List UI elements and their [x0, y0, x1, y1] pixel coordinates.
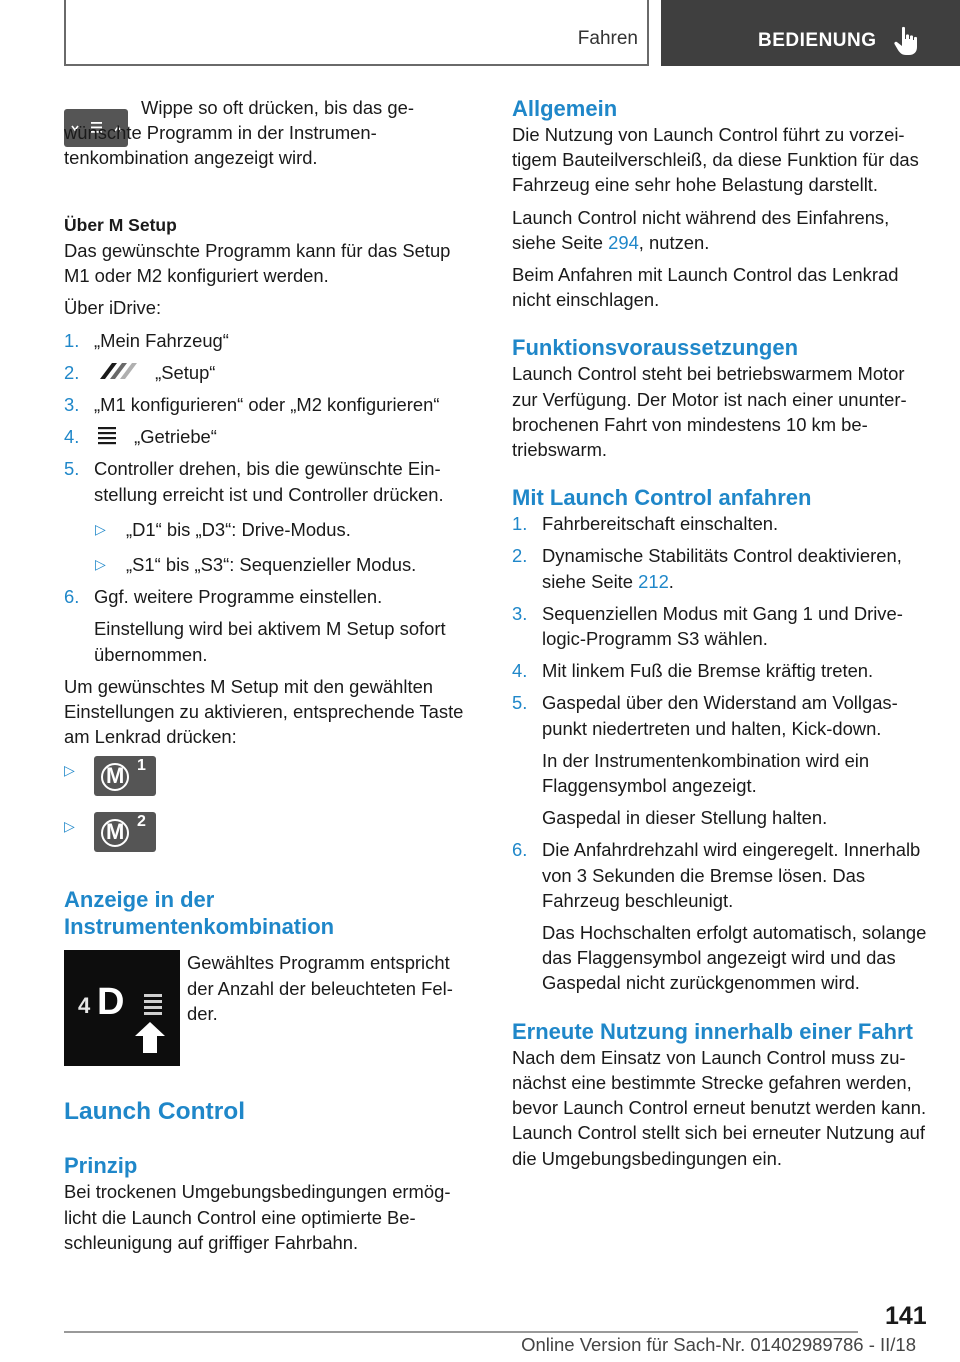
step-note: Das Hochschalten erfolgt automatisch, solange das Flaggensymbol angezeigt wird und das Gaspedal nicht zurückgenommen wird. — [542, 922, 927, 994]
display-text: Gewähltes Programm entspricht der Anzahl der beleuchteten Felder. — [187, 952, 453, 1024]
launch-heading: Launch Control — [64, 1098, 246, 1126]
hand-pointer-icon — [893, 26, 919, 56]
page-header — [0, 0, 960, 66]
triangle-bullet-icon: ▷ — [64, 762, 75, 779]
display-heading: Anzeige in der Instrumentenkombination — [64, 887, 335, 940]
list-item — [512, 690, 932, 740]
list-item — [64, 456, 470, 506]
step-note: Einstellung wird bei aktivem M Setup sofort übernommen. — [94, 618, 446, 665]
triangle-bullet-icon: ▷ — [95, 520, 106, 537]
list-text: Ggf. weitere Programme einstellen. — [94, 586, 383, 608]
page-number: 141 — [885, 1302, 927, 1330]
list-number: 5. — [512, 692, 528, 714]
list-number: 2. — [64, 361, 80, 383]
m-number: 1 — [137, 757, 146, 775]
list-number: 6. — [64, 586, 80, 608]
list-text: Mit linkem Fuß die Bremse kräftig treten. — [542, 660, 874, 682]
m-number: 2 — [137, 813, 146, 831]
m2-button-row — [64, 812, 470, 868]
gearbox-icon — [94, 424, 120, 446]
list-item — [512, 658, 932, 683]
allgemein-paragraph: Die Nutzung von Launch Control führt zu vorzeitigem Bauteilverschleiß, da diese Funktion für das Fahrzeug eine sehr hohe Belastung darstellt. — [512, 124, 919, 196]
footer-text: Online Version für Sach-Nr. 01402989786 - II/18 — [521, 1334, 916, 1355]
text-span: , nutzen. — [638, 231, 710, 253]
list-item — [64, 392, 470, 417]
display-level: 4 — [78, 993, 91, 1019]
allgemein-heading: Allgemein — [512, 96, 618, 121]
list-number: 2. — [512, 545, 528, 567]
rocker-block — [64, 95, 470, 176]
display-block — [64, 950, 470, 1068]
list-text: Fahrbereitschaft einschalten. — [542, 513, 779, 535]
list-number: 4. — [512, 660, 528, 682]
allgemein-paragraph — [512, 205, 932, 255]
list-text: Gaspedal über den Widerstand am Vollgaspunkt niedertreten und halten, Kick-down. — [542, 692, 898, 739]
list-text: Die Anfahrdrehzahl wird eingeregelt. Innerhalb von 3 Sekunden die Bremse lösen. Das Fahrzeug beschleunigt. — [542, 839, 921, 911]
erneut-heading: Erneute Nutzung innerhalb einer Fahrt — [512, 1018, 913, 1044]
rocker-text: Wippe so oft drücken, bis das gewünschte Programm in der Instrumentenkombination angezeigt wird. — [64, 97, 414, 169]
m-letter: M — [106, 819, 125, 845]
list-item — [512, 543, 932, 593]
list-number: 3. — [512, 602, 528, 624]
list-text: Sequenziellen Modus mit Gang 1 und Drivelogic-Programm S3 wählen. — [542, 602, 903, 650]
m1-button-icon — [94, 756, 156, 796]
list-text: „M1 konfigurieren“ oder „M2 konfigurieren“ — [94, 394, 440, 416]
list-number: 5. — [64, 458, 80, 480]
bullet-item — [64, 517, 470, 542]
m-letter: M — [106, 763, 125, 789]
section-title: Fahren — [577, 28, 638, 49]
list-number: 1. — [512, 513, 528, 535]
bullet-item — [64, 552, 470, 577]
triangle-bullet-icon: ▷ — [64, 818, 75, 835]
prinzip-text: Bei trockenen Umgebungsbedingungen ermöglicht die Launch Control eine optimierte Beschleunigung auf griffiger Fahrbahn. — [64, 1181, 451, 1253]
page-link[interactable]: 212 — [638, 570, 669, 592]
list-item — [64, 328, 470, 353]
funktionsvoraussetzungen-text: Launch Control steht bei betriebswarmem Motor zur Verfügung. Der Motor ist nach einer ununterbrochenen Fahrt von mindestens 10 km betriebswarm. — [512, 363, 907, 461]
activate-paragraph: Um gewünschtes M Setup mit den gewählten Einstellungen zu aktivieren, entsprechende Taste am Lenkrad drücken: — [64, 675, 464, 748]
text-span: Launch Control nicht während des Einfahrens, siehe Seite — [512, 206, 890, 253]
anfahren-heading: Mit Launch Control anfahren — [512, 485, 812, 511]
drivelogic-fields-icon — [64, 950, 180, 1066]
instrument-display-image — [64, 950, 180, 1066]
m1-button-row — [64, 756, 470, 812]
list-item — [512, 837, 932, 913]
setup-paragraph: Das gewünschte Programm kann für das Setup M1 oder M2 konfiguriert werden. — [64, 240, 451, 287]
list-item — [512, 511, 932, 536]
m-setup-icon — [94, 361, 144, 381]
allgemein-paragraph: Beim Anfahren mit Launch Control das Lenkrad nicht einschlagen. — [512, 264, 899, 311]
idrive-paragraph: Über iDrive: — [64, 297, 162, 319]
footer-divider — [64, 1331, 858, 1333]
m2-button-icon — [94, 812, 156, 852]
prinzip-heading: Prinzip — [64, 1153, 138, 1179]
bullet-text: „D1“ bis „D3“: Drive-Modus. — [126, 518, 351, 540]
list-text: . — [668, 570, 674, 592]
erneut-text: Nach dem Einsatz von Launch Control muss zunächst eine bestimmte Strecke gefahren werden, bevor Launch Control erneut benutzt werden kann. Launch Control stellt sich bei erneuter Nutzung auf die Umgebungsbedingungen ein. — [512, 1046, 927, 1169]
header-frame — [64, 0, 649, 66]
right-column — [512, 95, 932, 1178]
chapter-tab[interactable] — [661, 0, 960, 66]
list-number: 4. — [64, 426, 80, 448]
list-number: 6. — [512, 839, 528, 861]
list-item — [64, 360, 470, 385]
list-number: 3. — [64, 394, 80, 416]
list-item — [64, 424, 470, 449]
list-item — [64, 584, 470, 609]
funktionsvoraussetzungen-heading: Funktionsvoraussetzungen — [512, 335, 799, 361]
setup-heading: Über M Setup — [64, 215, 177, 235]
list-text: „Getriebe“ — [134, 426, 217, 448]
bullet-text: „S1“ bis „S3“: Sequenzieller Modus. — [126, 554, 417, 576]
list-text: „Mein Fahrzeug“ — [94, 329, 229, 351]
list-text: „Setup“ — [155, 361, 216, 383]
triangle-bullet-icon: ▷ — [95, 556, 106, 573]
list-text: Controller drehen, bis die gewünschte Einstellung erreicht ist und Controller drücken. — [94, 458, 444, 505]
step-note: In der Instrumentenkombination wird ein Flaggensymbol angezeigt. — [542, 749, 870, 797]
display-gear: D — [97, 981, 125, 1024]
left-column — [64, 95, 470, 1262]
chapter-tab-label: BEDIENUNG — [758, 30, 877, 51]
list-text: Dynamische Stabilitäts Control deaktivieren, siehe Seite — [542, 545, 902, 592]
step-note: Gaspedal in dieser Stellung halten. — [542, 807, 828, 829]
page-link[interactable]: 294 — [608, 231, 639, 253]
list-number: 1. — [64, 329, 80, 351]
list-item — [512, 601, 932, 651]
